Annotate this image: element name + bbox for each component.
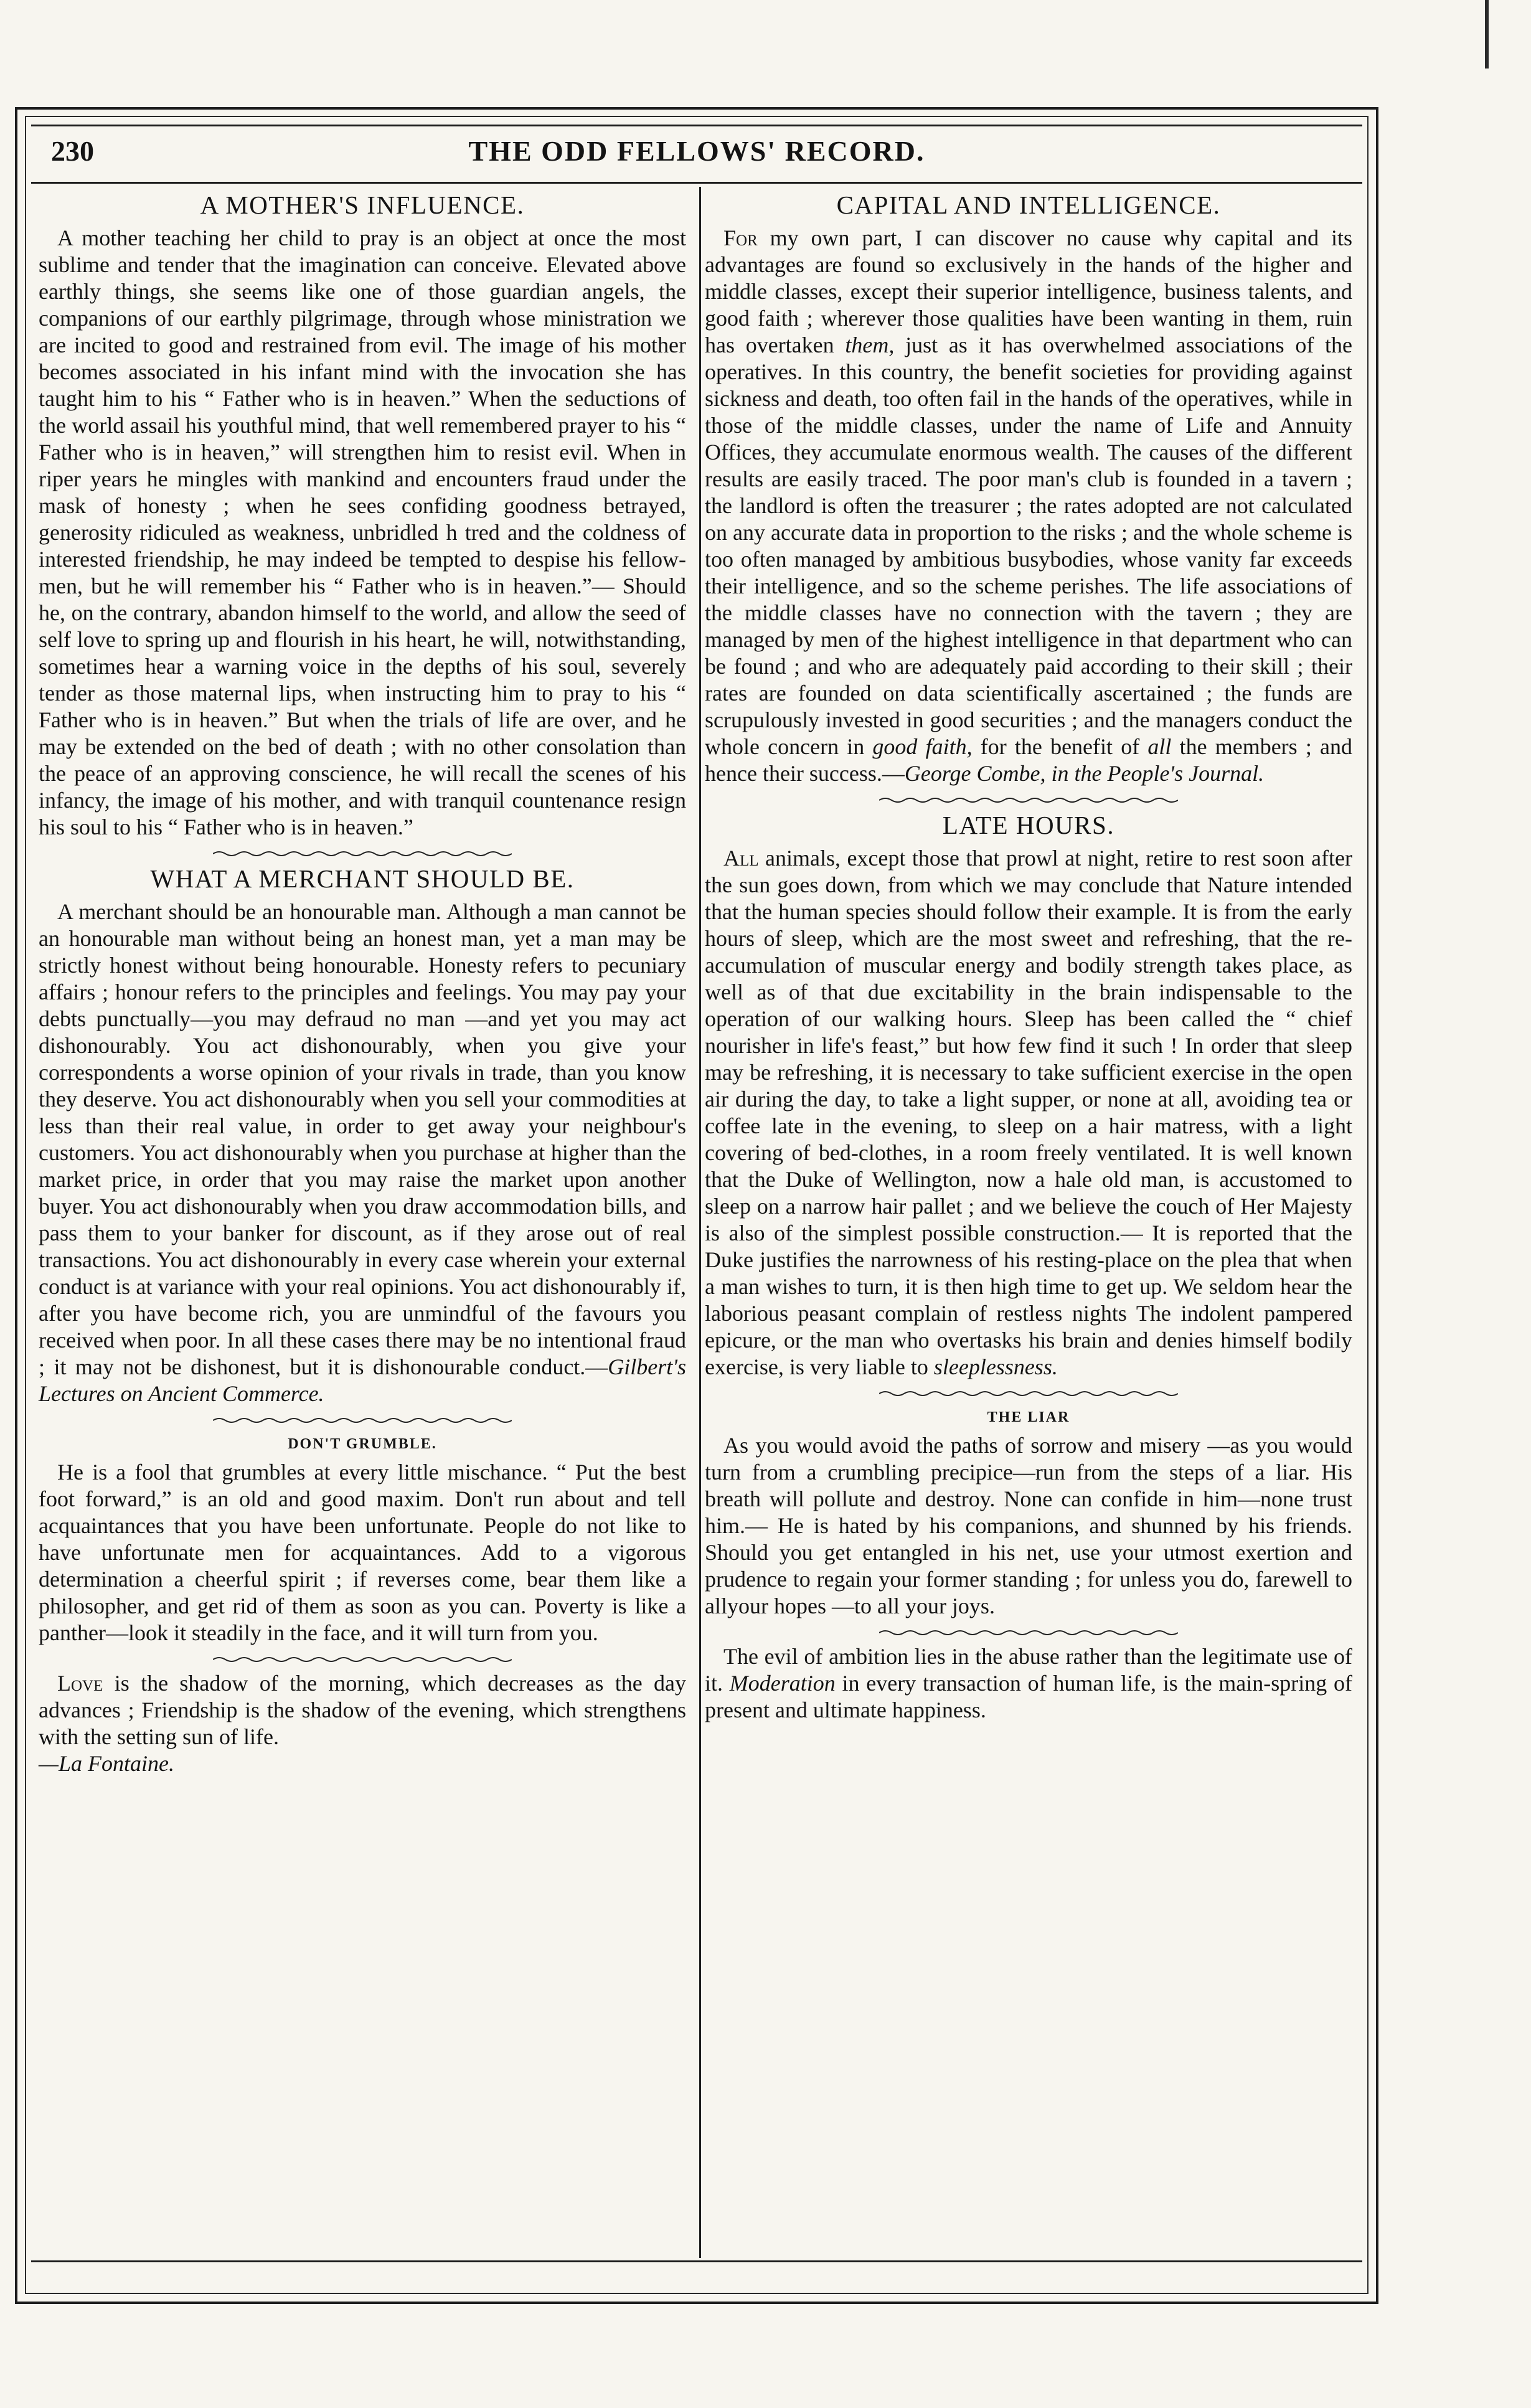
ornament-rule xyxy=(879,1628,1178,1637)
article-dont-grumble xyxy=(39,1436,686,1646)
article-the-liar xyxy=(705,1409,1352,1620)
column-divider xyxy=(699,187,701,2258)
article-text xyxy=(705,1643,1352,1724)
ornament-rule xyxy=(879,1389,1178,1398)
article-lead-word: For xyxy=(723,225,758,251)
article-emphasis: sleeplessness. xyxy=(933,1354,1058,1380)
article-text xyxy=(705,845,1352,1381)
article-capital-intelligence xyxy=(705,191,1352,787)
article-love-shadow xyxy=(39,1670,686,1777)
article-text-part: just as it has overwhelmed associations of the operatives. In this country, the benefit societies for providing against sickness and death, too often fail in the hands of the operatives, while in those of the middle classes, under the name of Life and Annuity Offices, they accumulate enormous wealth. The causes of the different results are easily traced. The poor man's club is founded in a tavern ; the landlord is often the treasurer ; the rates adopted are not calculated on any accurate data in proportion to the risks ; and the whole scheme is too often managed by ambitious busybodies, whose vanity far exceeds their intelligence, and so the scheme perishes. The life associations of the middle classes have no connection with the tavern ; they are managed by men of the highest intelligence in that department who can be found ; and who are adequately paid according to their skill ; their rates are founded on data scientifically ascertained ; the funds are scrupulously invested in good securities ; and the managers conduct the whole concern in xyxy=(705,333,1353,760)
article-emphasis: them, xyxy=(845,333,895,358)
article-title: LATE HOURS. xyxy=(942,811,1115,840)
article-ambition xyxy=(705,1643,1352,1724)
article-text xyxy=(705,225,1352,787)
ornament-rule xyxy=(213,1416,512,1425)
left-column xyxy=(39,186,686,1777)
article-text-body: is the shadow of the morning, which decreases as the day advances ; Friendship is the shadow of the evening, which strengthens with the setting sun of life. xyxy=(39,1671,686,1750)
article-citation: —La Fontaine. xyxy=(39,1751,175,1777)
ornament-rule xyxy=(879,796,1178,805)
article-text-part: my own part, I can discover no cause why capital and its advantages are found so exclusively in the hands of the higher and middle classes, except their superior intelligence, business talents, and good faith ; wherever those qualities have been wanting in them, ruin has overtaken xyxy=(705,225,1352,358)
article-text xyxy=(39,899,686,1407)
header-rule-bottom xyxy=(31,182,1362,184)
article-text-part: the members ; and hence their success.— xyxy=(705,734,1352,786)
article-text-part: The evil of ambition lies in the abuse rather than the legitimate use of it. xyxy=(705,1644,1352,1696)
article-text xyxy=(39,1670,686,1777)
article-text: A mother teaching her child to pray is an object at once the most sublime and tender that the imagination can conceive. Elevated above earthly things, she seems like one of those guardian angels, the companions of our earthly pilgrimage, through whose ministration we are incited to good and restrained from evil. The image of his mother becomes associated in his infant mind with the invocation she has taught him to his “ Father who is in heaven.” When the seductions of the world assail his youthful mind, that well remembered prayer to his “ Father who is in heaven,” will strengthen him to resist evil. When in riper years he mingles with mankind and encounters fraud under the mask of honesty ; when he sees confiding goodness betrayed, generosity ridiculed as weakness, unbridled h tred and the coldness of interested friendship, he may indeed be tempted to despise his fellow-men, but he will remember his “ Father who is in heaven.”— Should he, on the contrary, abandon himself to the world, and allow the seed of self love to spring up and flourish in his heart, he will, notwithstanding, sometimes hear a warning voice in the depths of his soul, severely tender as those maternal lips, when instructing him to pray to his “ Father who is in heaven.” But when the trials of life are over, and he may be extended on the bed of death ; with no other consolation than the peace of an approving conscience, he will recall the scenes of his infancy, the image of his mother, and with tranquil countenance resign his soul to his “ Father who is in heaven.” xyxy=(39,225,686,840)
article-citation: Gilbert's Lectures on Ancient Commerce. xyxy=(39,1354,686,1407)
article-emphasis: good faith, xyxy=(872,734,973,760)
article-title: DON'T GRUMBLE. xyxy=(288,1436,437,1453)
article-title: WHAT A MERCHANT SHOULD BE. xyxy=(150,864,575,894)
page-number: 230 xyxy=(51,135,94,167)
article-lead-word: Love xyxy=(57,1671,103,1696)
page-edge-mark xyxy=(1485,0,1489,68)
article-title: A MOTHER'S INFLUENCE. xyxy=(200,191,525,219)
article-late-hours xyxy=(705,811,1352,1381)
ornament-rule xyxy=(213,849,512,858)
article-lead-word: All xyxy=(723,846,759,871)
ornament-rule xyxy=(213,1655,512,1664)
bottom-rule xyxy=(31,2260,1362,2262)
article-text-body: animals, except those that prowl at night, retire to rest soon after the sun goes down, from which we may conclude that Nature intended that the human species should follow their example. It is from the early hours of sleep, which are the most sweet and refreshing, that the re-accumulation of muscular energy and bodily strength takes place, as well as of that due excitability in the brain indispensable to the operation of our walking hours. Sleep has been called the “ chief nourisher in life's feast,” but how few find it such ! In order that sleep may be refreshing, it is necessary to take sufficient exercise in the open air during the day, to take a light supper, or none at all, avoiding tea or coffee late in the evening, to sleep on a hair matress, with a light covering of bed-clothes, in a room freely ventilated. It is well known that the Duke of Wellington, now a hale old man, is accustomed to sleep on a narrow hair pallet ; and we believe the couch of Her Majesty is also of the simplest possible construction.— It is reported that the Duke justifies the narrowness of his resting-place on the plea that when a man wishes to turn, it is then high time to get up. We seldom hear the laborious peasant complain of restless nights The indolent pampered epicure, or the man who overtasks his brain and denies himself bodily exercise, is very liable to xyxy=(705,846,1352,1380)
article-title: CAPITAL AND INTELLIGENCE. xyxy=(836,191,1221,219)
article-emphasis: all xyxy=(1147,734,1172,760)
article-text: As you would avoid the paths of sorrow and misery —as you would turn from a crumbling precipice—run from the steps of a liar. His breath will pollute and destroy. None can confide in him—none trust him.— He is hated by his companions, and shunned by his friends. Should you get entangled in his net, use your utmost exertion and prudence to regain your former standing ; for unless you do, farewell to allyour hopes —to all your joys. xyxy=(705,1433,1352,1619)
right-column xyxy=(705,186,1352,1724)
article-text-part: in every transaction of human life, is the main-spring of present and ultimate happiness. xyxy=(705,1671,1352,1723)
running-title: THE ODD FELLOWS' RECORD. xyxy=(468,135,925,167)
article-text-part: for the benefit of xyxy=(972,734,1148,760)
article-citation: George Combe, in the People's Journal. xyxy=(904,761,1265,786)
article-text: He is a fool that grumbles at every little mischance. “ Put the best foot forward,” is an old and good maxim. Don't run about and tell acquaintances that you have been unfortunate. People do not like to have unfortunate men for acquaintances. Add to a vigorous determination a cheerful spirit ; if reverses come, bear them like a philosopher, and get rid of them as soon as you can. Poverty is like a panther—look it steadily in the face, and it will turn from you. xyxy=(39,1460,686,1646)
article-mothers-influence xyxy=(39,191,686,841)
article-title: THE LIAR xyxy=(987,1409,1070,1426)
header-rule-top xyxy=(31,125,1362,126)
article-emphasis: Moderation xyxy=(729,1671,836,1696)
article-merchant xyxy=(39,864,686,1407)
article-text-body: A merchant should be an honourable man. Although a man cannot be an honourable man without being an honest man, yet a man may be strictly honest without being honourable. Honesty refers to pecuniary affairs ; honour refers to the principles and feelings. You may pay your debts punctually—you may defraud no man —and yet you may act dishonourably. You act dishonourably, when you give your correspondents a worse opinion of your rivals in trade, than you know they deserve. You act dishonourably when you sell your commodities at less than their real value, in order to get away your neighbour's customers. You act dishonourably when you purchase at higher than the market price, in order that you may raise the market upon another buyer. You act dishonourably when you draw accommodation bills, and pass them to your banker for discount, as if they arose out of real transactions. You act dishonourably in every case wherein your external conduct is at variance with your real opinions. You act dishonourably if, after you have become rich, you are unmindful of the favours you received when poor. In all these cases there may be no intentional fraud ; it may not be dishonest, but it is dishonourable conduct.— xyxy=(39,899,686,1380)
